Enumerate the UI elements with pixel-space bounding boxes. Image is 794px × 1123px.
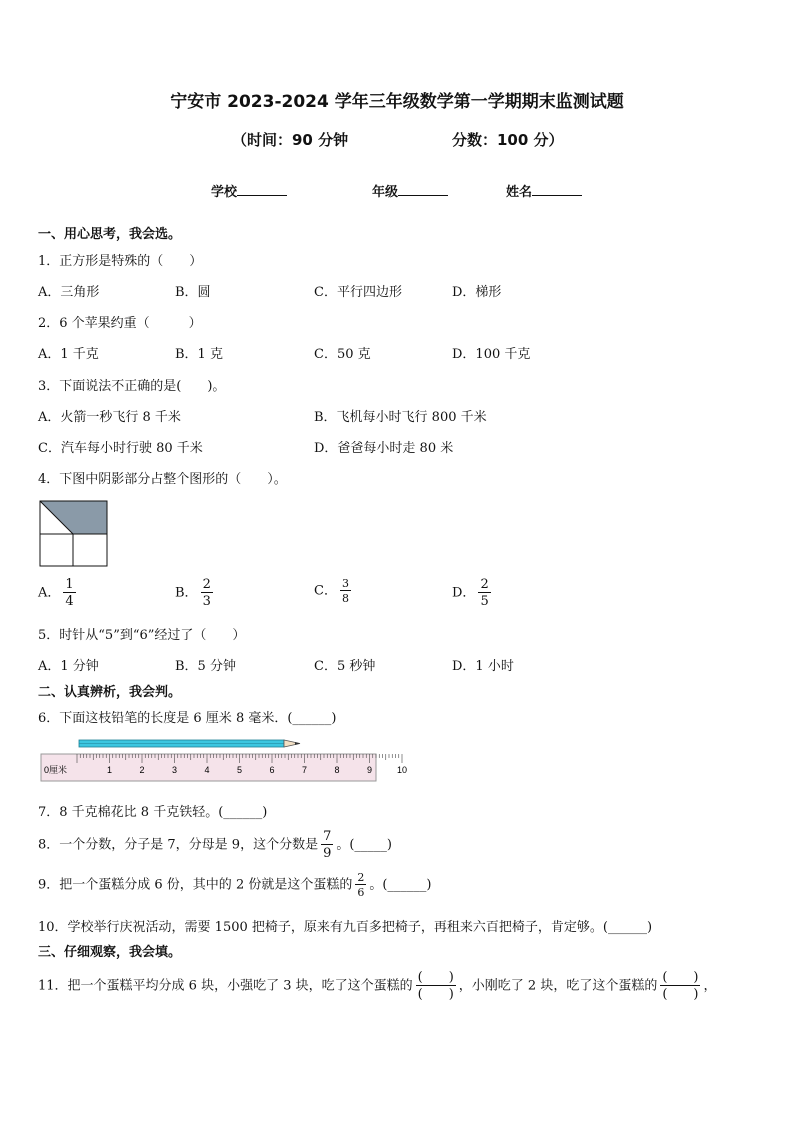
- q3-option-b[interactable]: B．飞机每小时飞行 800 千米: [314, 410, 487, 425]
- q2-option-b[interactable]: B．1 克: [175, 347, 223, 362]
- q2-option-c[interactable]: C．50 克: [314, 347, 371, 362]
- fraction: $\frac{7}{9}$: [323, 829, 332, 861]
- answer-fraction-blank[interactable]: $\frac{( )}{( )}$: [417, 970, 454, 1002]
- name-blank[interactable]: [532, 182, 582, 196]
- question-3: 3．下面说法不正确的是( )。: [38, 379, 226, 394]
- ruler-number: 8: [334, 765, 340, 775]
- ruler-number: 1: [106, 765, 113, 775]
- q2-option-d[interactable]: D．100 千克: [452, 347, 531, 362]
- pencil-ruler-figure: [40, 736, 408, 784]
- q5-option-c[interactable]: C．5 秒钟: [314, 659, 376, 674]
- ruler-number: 10: [396, 765, 408, 775]
- shaded-figure: [39, 500, 109, 567]
- page-title: 宁安市 2023-2024 学年三年级数学第一学期期末监测试题: [170, 92, 624, 112]
- q3-option-c[interactable]: C．汽车每小时行驶 80 千米: [38, 441, 203, 456]
- question-5: 5．时针从“5”到“6”经过了（ ）: [38, 628, 246, 643]
- school-blank[interactable]: [237, 182, 287, 196]
- ruler-number: 2: [139, 765, 145, 775]
- ruler-number: 5: [236, 765, 243, 775]
- question-11: 11．把一个蛋糕平均分成 6 块，小强吃了 3 块，吃了这个蛋糕的 $\frac{( )}{( )}$ ，小刚吃了 2 块，吃了这个蛋糕的 $\frac{( )}{( )}$ ，: [38, 970, 717, 1002]
- answer-fraction-blank[interactable]: $\frac{( )}{( )}$: [662, 970, 699, 1002]
- q4-option-d[interactable]: D． $\frac{2}{5}$: [452, 577, 489, 609]
- grade-label: 年级: [372, 185, 399, 200]
- grade-field: [372, 181, 448, 200]
- question-4: 4．下图中阴影部分占整个图形的（ ）。: [38, 472, 287, 487]
- q1-option-c[interactable]: C．平行四边形: [314, 285, 402, 300]
- exam-time: （时间：90 分钟: [232, 131, 349, 149]
- q2-option-a[interactable]: A．1 千克: [38, 347, 99, 362]
- q5-option-d[interactable]: D．1 小时: [452, 659, 514, 674]
- question-7: 7．8 千克棉花比 8 千克铁轻。(______): [38, 805, 268, 820]
- q1-option-b[interactable]: B．圆: [175, 285, 211, 300]
- q5-option-a[interactable]: A．1 分钟: [38, 659, 99, 674]
- school-label: 学校: [211, 185, 238, 200]
- pencil-icon: [79, 740, 300, 747]
- name-label: 姓名: [506, 185, 533, 200]
- ruler-number: 4: [204, 765, 210, 775]
- q3-option-a[interactable]: A．火箭一秒飞行 8 千米: [38, 410, 181, 425]
- q5-option-b[interactable]: B．5 分钟: [175, 659, 236, 674]
- grade-blank[interactable]: [398, 182, 448, 196]
- q3-option-d[interactable]: D．爸爸每小时走 80 米: [314, 441, 454, 456]
- ruler-number: 6: [269, 765, 275, 775]
- q4-option-c[interactable]: C． $\frac{3}{8}$: [314, 577, 349, 605]
- q4-option-b[interactable]: B． $\frac{2}{3}$: [175, 577, 211, 609]
- section-2-heading: 二、认真辨析，我会判。: [38, 685, 182, 700]
- q1-option-a[interactable]: A．三角形: [38, 285, 100, 300]
- school-field: [211, 181, 287, 200]
- ruler-number: 9: [366, 765, 373, 775]
- question-1: 1．正方形是特殊的（ ）: [38, 254, 203, 269]
- fraction: $\frac{3}{8}$: [341, 577, 349, 605]
- section-3-heading: 三、仔细观察，我会填。: [38, 945, 182, 960]
- fraction: $\frac{1}{4}$: [65, 577, 74, 609]
- question-10: 10．学校举行庆祝活动，需要 1500 把椅子，原来有九百多把椅子，再租来六百把椅子，肯定够。(______): [38, 920, 653, 935]
- q4-option-a[interactable]: A． $\frac{1}{4}$: [38, 577, 74, 609]
- exam-score: 分数：100 分）: [452, 131, 564, 149]
- section-1-heading: 一、用心思考，我会选。: [38, 227, 182, 242]
- question-6: 6．下面这枝铅笔的长度是 6 厘米 8 毫米．(______): [38, 711, 337, 726]
- question-8: 8．一个分数，分子是 7，分母是 9，这个分数是 $\frac{7}{9}$ 。(_____): [38, 829, 393, 861]
- fraction: $\frac{2}{5}$: [480, 577, 489, 609]
- ruler-number: 7: [301, 765, 308, 775]
- ruler-label: 0厘米: [44, 765, 68, 775]
- fraction: $\frac{2}{3}$: [202, 577, 211, 609]
- q1-option-d[interactable]: D．梯形: [452, 285, 502, 300]
- ruler-number: 3: [171, 765, 178, 775]
- question-2: 2．6 个苹果约重（ ）: [38, 316, 202, 331]
- fraction: $\frac{2}{6}$: [357, 871, 365, 899]
- question-9: 9．把一个蛋糕分成 6 份，其中的 2 份就是这个蛋糕的 $\frac{2}{6}$ 。(______): [38, 871, 432, 899]
- name-field: [506, 181, 582, 200]
- shaded-region: [40, 501, 107, 534]
